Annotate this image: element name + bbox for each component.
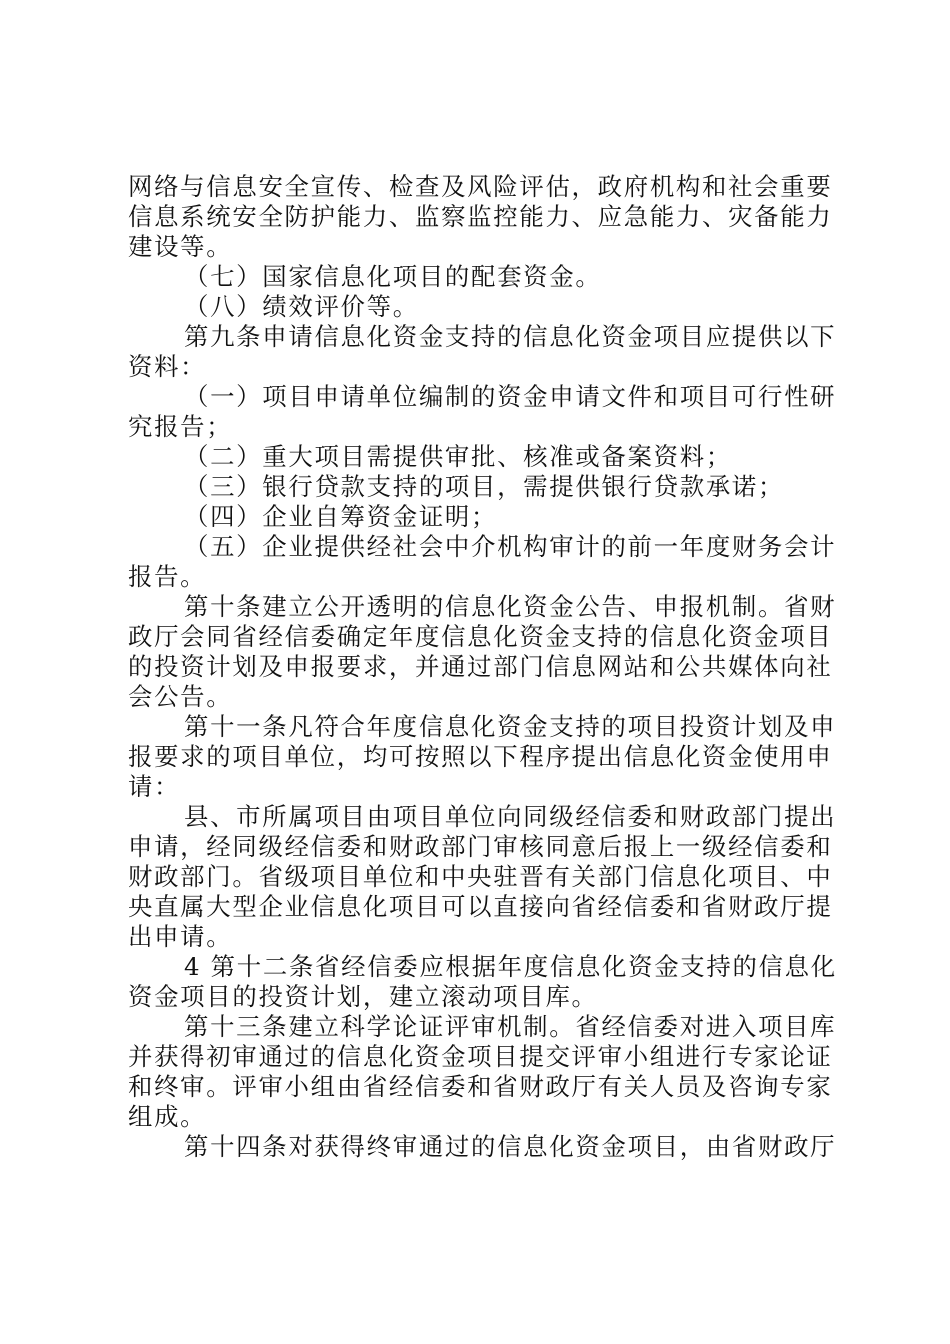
text-line: （三）银行贷款支持的项目，需提供银行贷款承诺； [184,472,785,501]
text-line: 信息系统安全防护能力、监察监控能力、应急能力、灾备能力 [128,202,833,231]
text-line: 资料： [128,352,207,381]
text-line: （四）企业自筹资金证明； [184,502,498,531]
text-line: 报要求的项目单位，均可按照以下程序提出信息化资金使用申 [128,742,833,771]
text-line: 出申请。 [128,922,233,951]
text-line: 政厅会同省经信委确定年度信息化资金支持的信息化资金项目 [128,622,833,651]
text-line: 第十一条凡符合年度信息化资金支持的项目投资计划及申 [184,712,837,741]
text-line: 会公告。 [128,682,233,711]
text-line: 第十四条对获得终审通过的信息化资金项目，由省财政厅 [184,1132,837,1161]
text-line: 4 第十二条省经信委应根据年度信息化资金支持的信息化 [184,952,837,981]
text-line: 建设等。 [128,232,233,261]
text-line: （七）国家信息化项目的配套资金。 [184,262,602,291]
text-line: 组成。 [128,1102,207,1131]
text-line: 申请，经同级经信委和财政部门审核同意后报上一级经信委和 [128,832,833,861]
text-line: （一）项目申请单位编制的资金申请文件和项目可行性研 [184,382,837,411]
text-line: （二）重大项目需提供审批、核准或备案资料； [184,442,732,471]
text-line: 报告。 [128,562,207,591]
text-line: 资金项目的投资计划，建立滚动项目库。 [128,982,598,1011]
text-line: 财政部门。省级项目单位和中央驻晋有关部门信息化项目、中 [128,862,833,891]
text-line: （八）绩效评价等。 [184,292,419,321]
text-line: 第九条申请信息化资金支持的信息化资金项目应提供以下 [184,322,837,351]
text-line: 并获得初审通过的信息化资金项目提交评审小组进行专家论证 [128,1042,833,1071]
text-line: 请： [128,772,181,801]
document-body [128,172,837,1162]
text-line: 网络与信息安全宣传、检查及风险评估，政府机构和社会重要 [128,172,833,201]
text-line: 和终审。评审小组由省经信委和省财政厅有关人员及咨询专家 [128,1072,833,1101]
text-line: 第十三条建立科学论证评审机制。省经信委对进入项目库 [184,1012,837,1041]
text-line: （五）企业提供经社会中介机构审计的前一年度财务会计 [184,532,837,561]
text-line: 央直属大型企业信息化项目可以直接向省经信委和省财政厅提 [128,892,833,921]
text-line: 的投资计划及申报要求，并通过部门信息网站和公共媒体向社 [128,652,833,681]
text-line: 第十条建立公开透明的信息化资金公告、申报机制。省财 [184,592,837,621]
text-line: 县、市所属项目由项目单位向同级经信委和财政部门提出 [184,802,837,831]
text-line: 究报告； [128,412,233,441]
